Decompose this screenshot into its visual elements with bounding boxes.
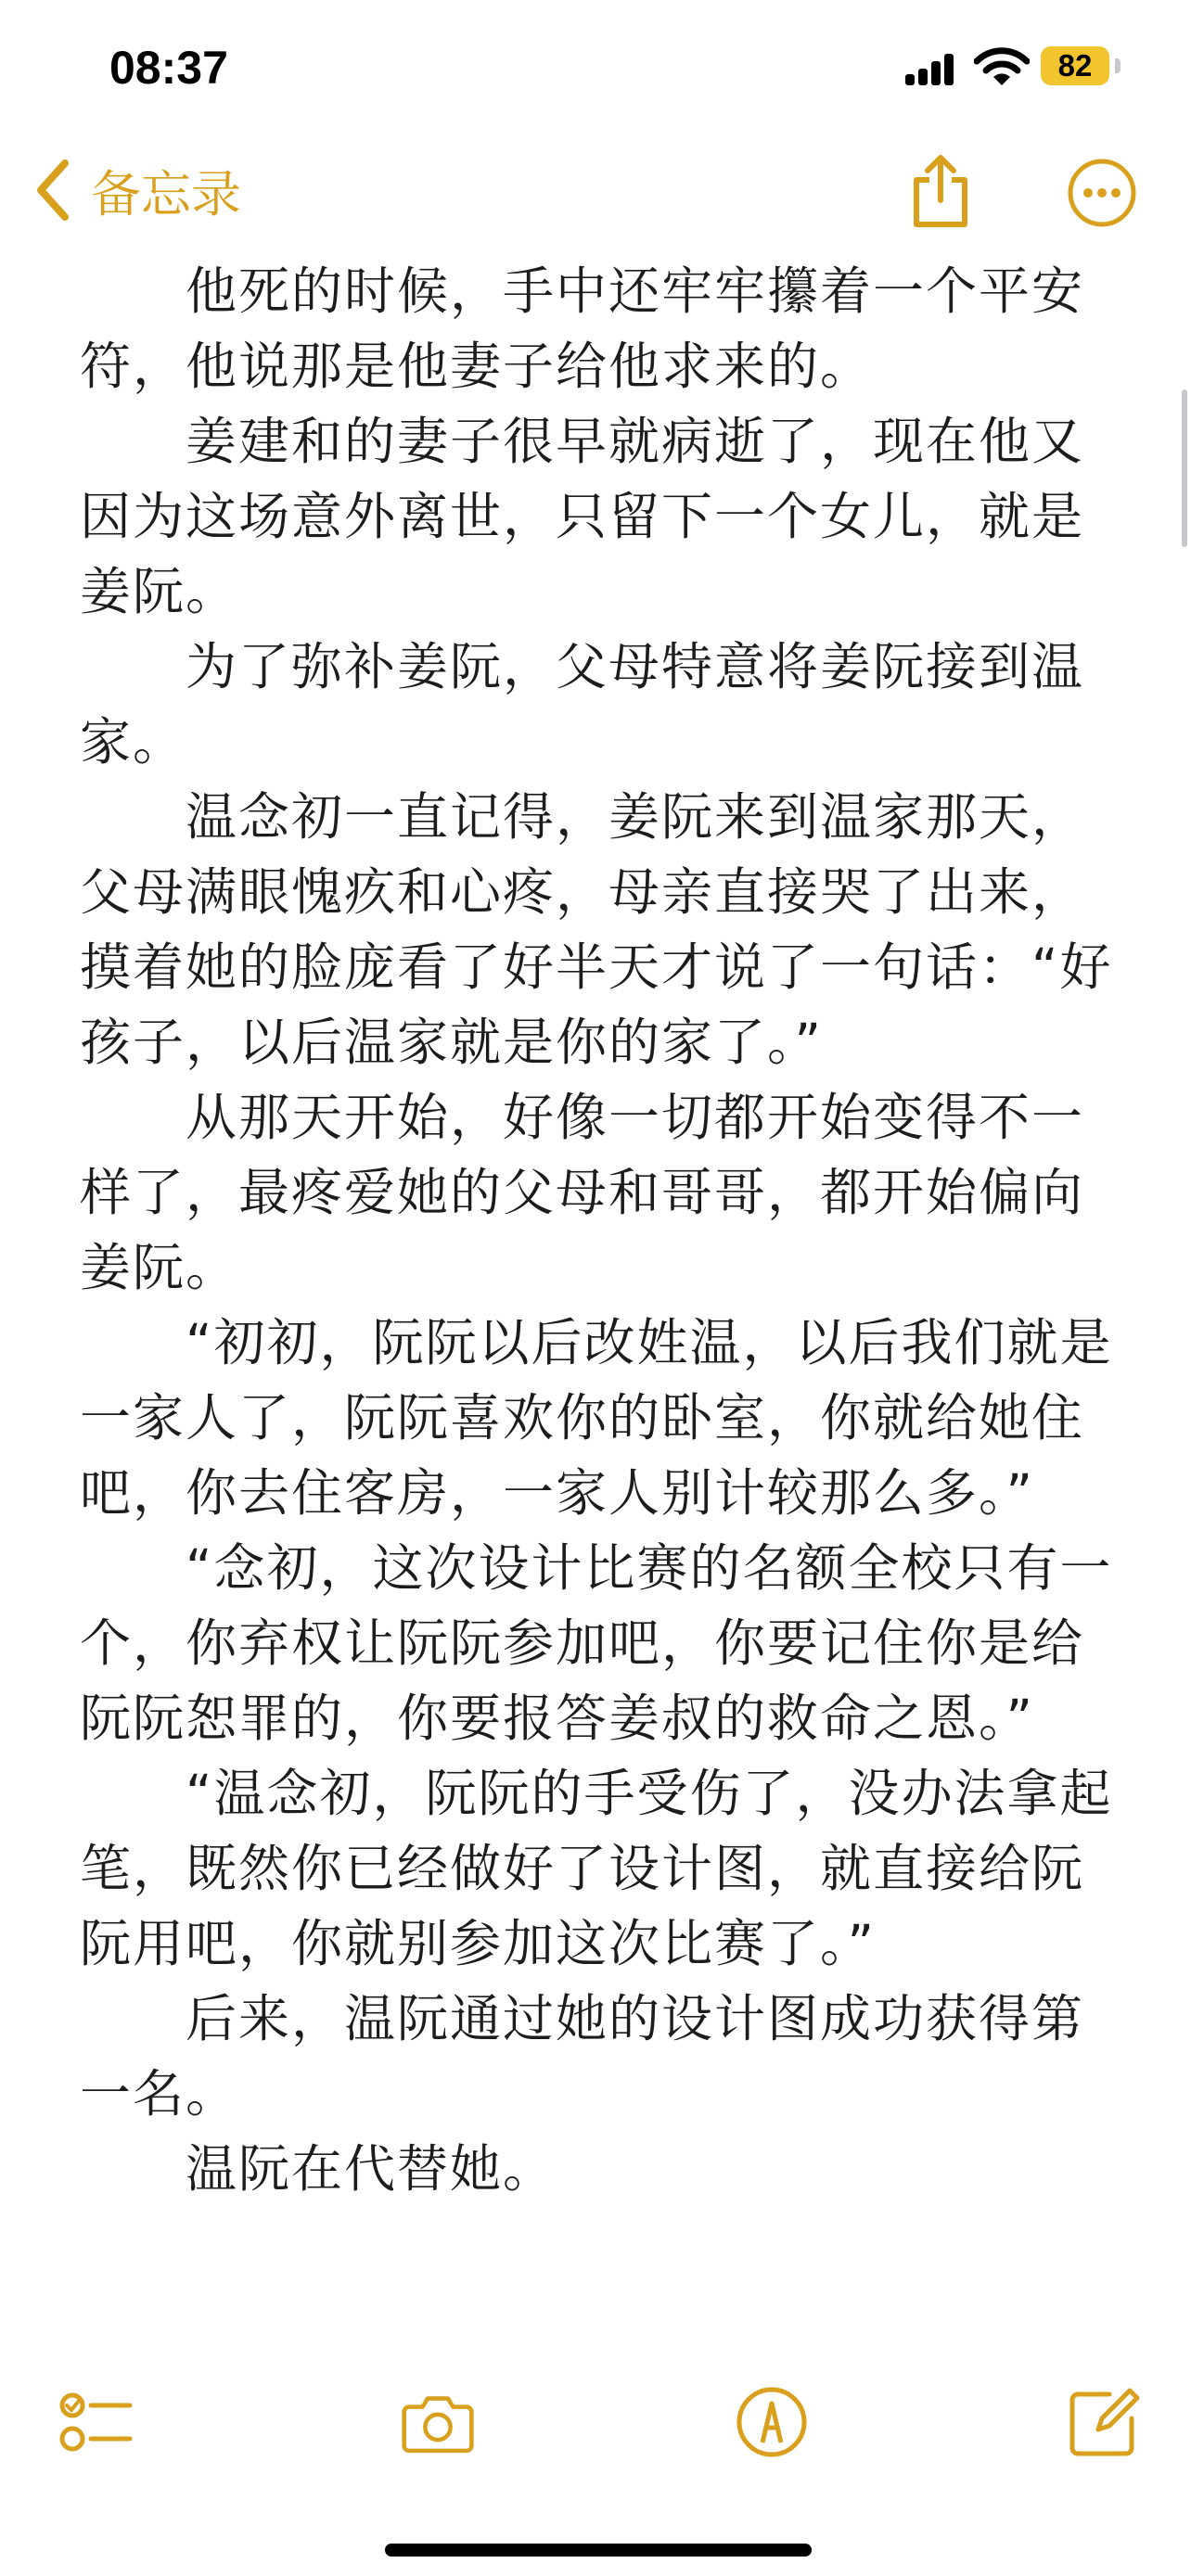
markup-pen-icon[interactable] (735, 2385, 809, 2459)
battery-tip (1115, 58, 1121, 73)
share-icon[interactable] (909, 152, 972, 230)
note-paragraph: “念初，这次设计比赛的名额全校只有一个，你弃权让阮阮参加吧，你要记住你是给阮阮恕罪的，你要报答姜叔的救命之恩。” (80, 1538, 1113, 1748)
wifi-icon (974, 46, 1030, 87)
cellular-signal-icon (905, 54, 954, 85)
note-paragraph: “温念初，阮阮的手受伤了，没办法拿起笔，既然你已经做好了设计图，就直接给阮阮用吧，你就别参加这次比赛了。” (80, 1764, 1113, 1973)
scroll-indicator[interactable] (1182, 389, 1187, 547)
note-paragraph: 姜建和的妻子很早就病逝了，现在他又因为这场意外离世，只留下一个女儿，就是姜阮。 (80, 412, 1085, 621)
note-paragraph: 从那天开始，好像一切都开始变得不一样了，最疼爱她的父母和哥哥，都开始偏向姜阮。 (80, 1088, 1085, 1297)
note-paragraph: 温念初一直记得，姜阮来到温家那天，父母满眼愧疚和心疼，母亲直接哭了出来，摸着她的脸庞看了好半天才说了一句话：“好孩子，以后温家就是你的家了。” (80, 787, 1113, 1072)
more-icon[interactable] (1067, 158, 1137, 228)
note-paragraph: 温阮在代替她。 (186, 2139, 557, 2199)
note-paragraph: 后来，温阮通过她的设计图成功获得第一名。 (80, 1989, 1085, 2123)
chevron-left-icon (33, 158, 74, 223)
nav-bar (0, 139, 1191, 241)
checklist-icon[interactable] (59, 2385, 134, 2459)
status-bar (0, 0, 1191, 139)
note-body[interactable] (80, 254, 1119, 2207)
compose-icon[interactable] (1067, 2385, 1141, 2459)
battery-icon: 82 (1041, 46, 1109, 85)
back-label: 备忘录 (91, 164, 241, 223)
note-paragraph: “初初，阮阮以后改姓温，以后我们就是一家人了，阮阮喜欢你的卧室，你就给她住吧，你去住客房，一家人别计较那么多。” (80, 1313, 1113, 1523)
note-paragraph: 为了弥补姜阮，父母特意将姜阮接到温家。 (80, 637, 1085, 772)
note-paragraph: 他死的时候，手中还牢牢攥着一个平安符，他说那是他妻子给他求来的。 (80, 261, 1085, 396)
back-button[interactable] (33, 158, 241, 223)
camera-icon[interactable] (401, 2385, 475, 2459)
home-indicator[interactable] (385, 2544, 812, 2557)
status-time: 08:37 (109, 42, 228, 94)
